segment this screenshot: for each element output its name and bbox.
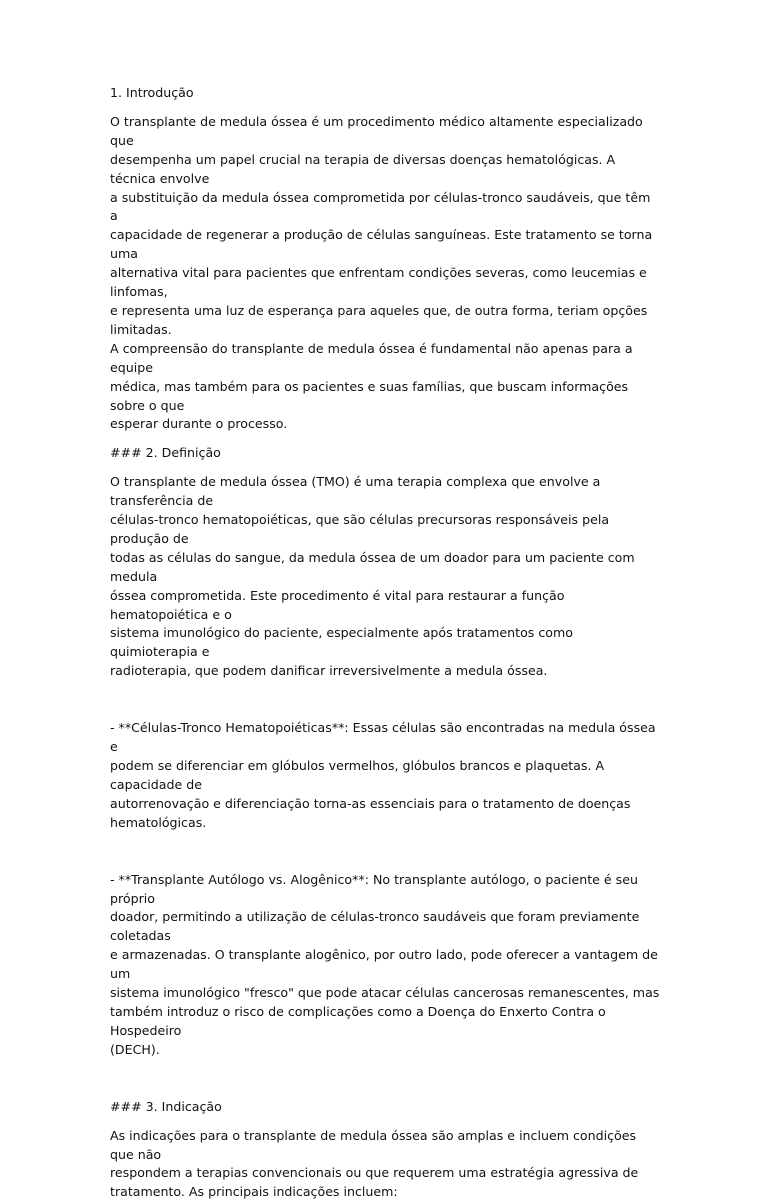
section-2-heading: ### 2. Definição bbox=[110, 445, 221, 461]
section-3-heading: ### 3. Indicação bbox=[110, 1098, 222, 1114]
section-1-heading: 1. Introdução bbox=[110, 85, 194, 100]
document-page bbox=[110, 84, 662, 1202]
section-2-body: O transplante de medula óssea (TMO) é uma terapia complexa que envolve a transferência de células-tronco hematopoiéticas, que são células precursoras responsáveis pela produção de todas as células do sangue, da medula óssea de um doador para um paciente com medula óssea comprometida. Este procedimento é vital para restaurar a função hematopoiética e o sistema imunológico do paciente, especialmente após tratamentos como quimioterapia e radioterapia, que podem danificar irreversivelmente a medula óssea. bbox=[110, 474, 635, 679]
section-3-body: As indicações para o transplante de medula óssea são amplas e incluem condições que não respondem a terapias convencionais ou que requerem uma estratégia agressiva de tratamento. As principais indicações incluem: bbox=[110, 1127, 639, 1200]
bullet-autologous-vs-allogeneic: - **Transplante Autólogo vs. Alogênico**: No transplante autólogo, o paciente é seu próprio doador, permitindo a utilização de células-tronco saudáveis que foram previamente coletadas e armazenadas. O transplante alogênico, por outro lado, pode oferecer a vantagem de um sistema imunológico "fresco" que pode atacar células cancerosas remanescentes, mas também introduz o risco de complicações como a Doença do Enxerto Contra o Hospedeiro (DECH). bbox=[110, 871, 660, 1057]
section-1-body: O transplante de medula óssea é um procedimento médico altamente especializado que desempenha um papel crucial na terapia de diversas doenças hematológicas. A técnica envolve a substituição da medula óssea comprometida por células-tronco saudáveis, que têm a capacidade de regenerar a produção de células sanguíneas. Este tratamento se torna uma alternativa vital para pacientes que enfrentam condições severas, como leucemias e linfomas, e representa uma luz de esperança para aqueles que, de outra forma, teriam opções limitadas. A compreensão do transplante de medula óssea é fundamental não apenas para a equipe médica, mas também para os pacientes e suas famílias, que buscam informações sobre o que esperar durante o processo. bbox=[110, 113, 653, 432]
bullet-stem-cells: - **Células-Tronco Hematopoiéticas**: Essas células são encontradas na medula óssea e podem se diferenciar em glóbulos vermelhos, glóbulos brancos e plaquetas. A capacidade de autorrenovação e diferenciação torna-as essenciais para o tratamento de doenças hematológicas. bbox=[110, 720, 656, 830]
